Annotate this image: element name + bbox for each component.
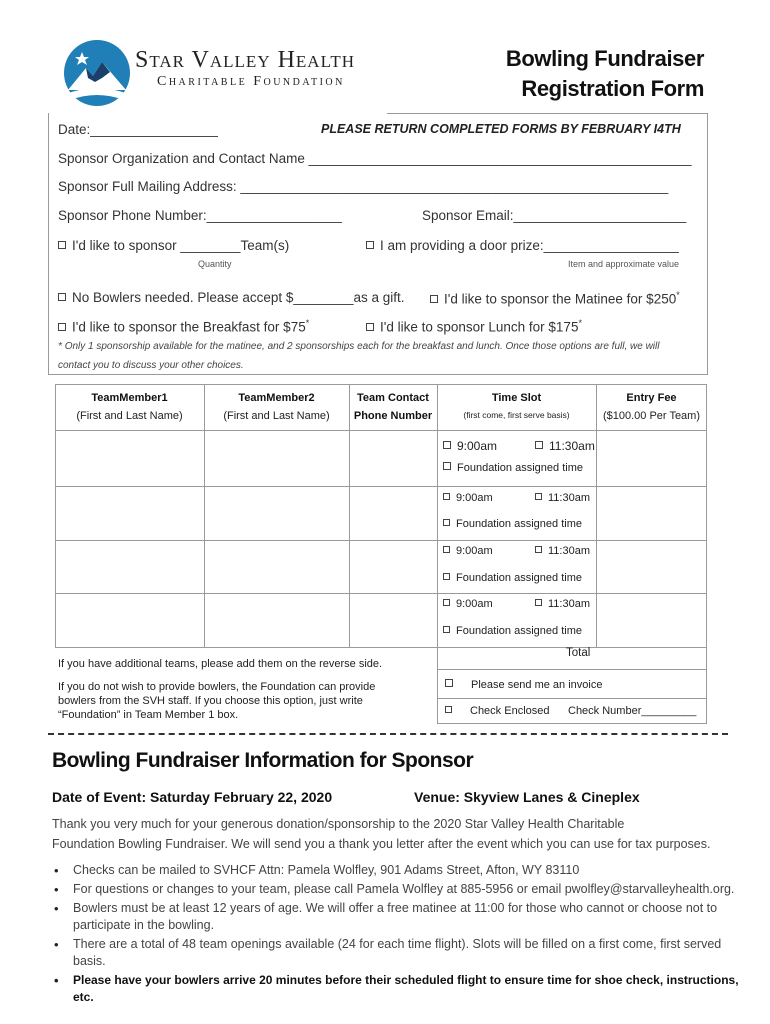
checkbox[interactable] <box>443 462 451 470</box>
checkbox[interactable] <box>445 706 452 713</box>
checkbox[interactable] <box>366 241 374 249</box>
slot-1130-option[interactable]: 11:30am <box>535 545 590 557</box>
phone-field[interactable]: Sponsor Phone Number:__________________ <box>58 208 342 223</box>
row-divider <box>55 430 707 431</box>
quantity-hint: Quantity <box>198 259 232 269</box>
header-team-contact-sub: Phone Number <box>353 410 433 422</box>
matinee-option[interactable]: I'd like to sponsor the Matinee for $250* <box>430 290 680 307</box>
header-team-member-1-sub: (First and Last Name) <box>76 410 183 422</box>
slot-assigned-option[interactable]: Foundation assigned time <box>443 518 582 530</box>
checkbox[interactable] <box>366 323 374 331</box>
org-subtitle: Charitable Foundation <box>157 74 345 89</box>
mountain-star-logo <box>62 38 132 108</box>
bullet-item: • For questions or changes to your team, please call Pamela Wolfley at 885-5956 or email pwolfley@starvalleyhealth.org. <box>54 881 744 898</box>
col-divider <box>349 384 350 648</box>
checkbox[interactable] <box>430 295 438 303</box>
header-entry-fee: Entry Fee <box>626 392 677 404</box>
header-time-slot: Time Slot <box>491 392 542 404</box>
col-divider <box>204 384 205 648</box>
check-enclosed-option[interactable]: Check Enclosed <box>445 705 550 717</box>
check-number-field[interactable]: Check Number_________ <box>568 705 697 717</box>
form-title-line1: Bowling Fundraiser <box>505 46 704 71</box>
header-team-member-1: TeamMember1 <box>91 392 168 404</box>
section-divider <box>48 733 728 735</box>
checkbox[interactable] <box>535 493 542 500</box>
event-venue: Venue: Skyview Lanes & Cineplex <box>414 789 640 805</box>
sponsorship-note: * Only 1 sponsorship available for the matinee, and 2 sponsorships each for the breakfast and lunch. Once those options are full, we will contact you to discuss your other choices. <box>58 341 660 371</box>
row-divider <box>55 486 707 487</box>
item-hint: Item and approximate value <box>568 259 680 269</box>
slot-900-option[interactable]: 9:00am <box>443 492 493 504</box>
header-team-member-2-sub: (First and Last Name) <box>223 410 330 422</box>
breakfast-option[interactable]: I'd like to sponsor the Breakfast for $75* <box>58 318 309 335</box>
mailing-address-field[interactable]: Sponsor Full Mailing Address: _________________________________________________________ <box>58 179 669 194</box>
row-divider <box>55 593 707 594</box>
email-field[interactable]: Sponsor Email:_______________________ <box>422 208 687 223</box>
bullet-item: • Checks can be mailed to SVHCF Attn: Pamela Wolfley, 901 Adams Street, Afton, WY 83110 <box>54 862 744 879</box>
header-entry-fee-sub: ($100.00 Per Team) <box>602 410 701 422</box>
checkbox[interactable] <box>58 241 66 249</box>
col-divider <box>596 384 597 648</box>
checkbox[interactable] <box>443 599 450 606</box>
checkbox[interactable] <box>443 573 450 580</box>
no-bowlers-option[interactable]: No Bowlers needed. Please accept $________as a gift. <box>58 290 404 305</box>
header-team-member-2: TeamMember2 <box>238 392 315 404</box>
bullet-item: • Please have your bowlers arrive 20 minutes before their scheduled flight to ensure time for shoe check, instructions, etc. <box>54 972 744 1006</box>
org-name: Star Valley Health <box>135 47 356 73</box>
deadline-notice: PLEASE RETURN COMPLETED FORMS BY FEBRUARY I4TH <box>321 122 681 136</box>
slot-assigned-option[interactable]: Foundation assigned time <box>443 462 583 474</box>
checkbox[interactable] <box>535 546 542 553</box>
bullet-item: • There are a total of 48 team openings available (24 for each time flight). Slots will be filled on a first come, first served basis. <box>54 936 744 970</box>
slot-1130-option[interactable]: 11:30am <box>535 492 590 504</box>
additional-teams-note: If you have additional teams, please add them on the reverse side. <box>58 658 383 670</box>
slot-1130-option[interactable]: 11:30am <box>535 598 590 610</box>
slot-900-option[interactable]: 9:00am <box>443 439 497 453</box>
logo <box>62 38 132 108</box>
date-field[interactable]: Date:_________________ <box>58 122 218 137</box>
thanks-line-1: Thank you very much for your generous donation/sponsorship to the 2020 Star Valley Health Charitable <box>52 817 625 831</box>
col-divider <box>437 384 438 724</box>
event-date: Date of Event: Saturday February 22, 2020 <box>52 789 333 805</box>
team-table <box>55 384 707 648</box>
info-heading: Bowling Fundraiser Information for Sponsor <box>52 749 474 772</box>
total-label: Total <box>566 647 591 659</box>
door-prize-option[interactable]: I am providing a door prize:__________________ <box>366 238 679 253</box>
checkbox[interactable] <box>443 519 450 526</box>
checkbox[interactable] <box>443 493 450 500</box>
checkbox[interactable] <box>445 679 453 687</box>
slot-900-option[interactable]: 9:00am <box>443 598 493 610</box>
checkbox[interactable] <box>443 626 450 633</box>
total-box-edge <box>706 647 707 724</box>
form-title-line2: Registration Form <box>521 76 704 101</box>
sponsor-org-field[interactable]: Sponsor Organization and Contact Name ___________________________________________________ <box>58 151 692 166</box>
row-divider <box>55 540 707 541</box>
checkbox[interactable] <box>58 293 66 301</box>
slot-900-option[interactable]: 9:00am <box>443 545 493 557</box>
header-team-contact: Team Contact <box>357 392 429 404</box>
invoice-option[interactable]: Please send me an invoice <box>445 679 602 691</box>
slot-1130-option[interactable]: 11:30am <box>535 439 595 453</box>
info-bullets <box>54 862 744 1006</box>
frame-top-right <box>387 113 708 114</box>
checkbox[interactable] <box>443 441 451 449</box>
bullet-item: • Bowlers must be at least 12 years of age. We will offer a free matinee at 11:00 for those who cannot or choose not to participate in the bowling. <box>54 900 744 934</box>
no-bowlers-note: If you do not wish to provide bowlers, the Foundation can provide bowlers from the SVH staff. If you choose this option, just write “Foundation” in Team Member 1 box. <box>58 681 376 721</box>
total-box-bottom <box>437 723 707 724</box>
checkbox[interactable] <box>535 599 542 606</box>
header-time-slot-sub: (first come, first serve basis) <box>463 410 570 420</box>
total-box-row <box>437 669 707 670</box>
lunch-option[interactable]: I'd like to sponsor Lunch for $175* <box>366 318 582 335</box>
checkbox[interactable] <box>58 323 66 331</box>
total-box-row <box>437 698 707 699</box>
thanks-line-2: Foundation Bowling Fundraiser. We will send you a thank you letter after the event which you can use for tax purposes. <box>52 837 711 851</box>
checkbox[interactable] <box>443 546 450 553</box>
slot-assigned-option[interactable]: Foundation assigned time <box>443 625 582 637</box>
checkbox[interactable] <box>535 441 543 449</box>
sponsor-teams-option[interactable]: I'd like to sponsor ________Team(s) <box>58 238 289 253</box>
slot-assigned-option[interactable]: Foundation assigned time <box>443 572 582 584</box>
